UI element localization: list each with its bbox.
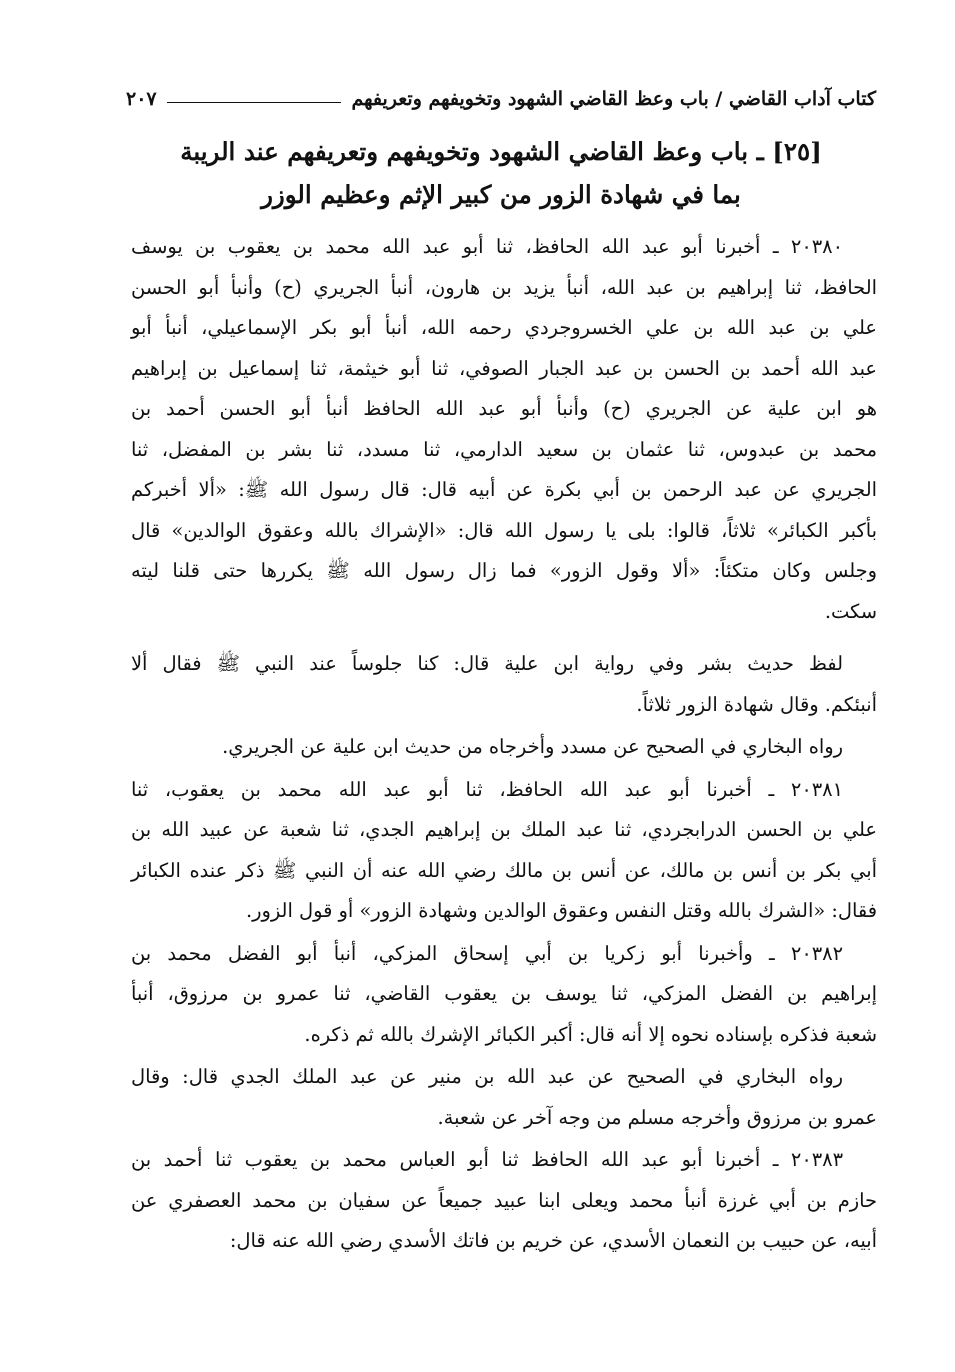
text-line: فقال: «الشرك بالله وقتل النفس وعقوق الوالدين وشهادة الزور» أو قول الزور. [245,899,877,922]
text-line: أنبئكم. وقال شهادة الزور ثلاثاً. [636,692,877,716]
text-line: هو ابن علية عن الجريري (ح) وأنبأ أبو عبد الله الحافظ أنبأ أبو الحسن أحمد بن [131,397,877,420]
text-line: إبراهيم بن الفضل المزكي، ثنا يوسف بن يعقوب القاضي، ثنا عمرو بن مرزوق، أنبأ [131,982,877,1005]
attribution-paragraph [131,1057,877,1138]
hadith-20380 [131,227,877,632]
text-line: رواه البخاري في الصحيح عن مسدد وأخرجاه من حديث ابن علية عن الجريري. [222,735,843,758]
chapter-title [126,130,876,216]
text-line: الحافظ، ثنا إبراهيم بن عبد الله، أنبأ يزيد بن هارون، أنبأ الجريري (ح) وأنبأ أبو الحسن [131,275,877,299]
hadith-20382 [131,934,877,1056]
chapter-title-line-2: بما في شهادة الزور من كبير الإثم وعظيم الوزر [261,180,741,209]
text-line: أبي بكر بن أنس بن مالك، عن أنس بن مالك رضي الله عنه أن النبي ﷺ ذكر عنده الكبائر [131,858,877,882]
running-header-rule [167,102,342,103]
text-line: رواه البخاري في الصحيح عن عبد الله بن منير عن عبد الملك الجدي قال: وقال [131,1065,843,1088]
attribution-paragraph [131,727,877,768]
text-line: علي بن الحسن الدرابجردي، ثنا عبد الملك بن إبراهيم الجدي، ثنا شعبة عن عبيد الله بن [131,818,877,841]
text-line: سكت. [824,599,877,623]
text-line: محمد بن عبدوس، ثنا عثمان بن سعيد الدارمي، ثنا مسدد، ثنا بشر بن المفضل، ثنا [131,437,877,461]
text-line: عبد الله أحمد بن الحسن بن عبد الجبار الصوفي، ثنا أبو خيثمة، ثنا إسماعيل بن إبراهيم [131,356,877,380]
text-line: وجلس وكان متكئاً: «ألا وقول الزور» فما زال رسول الله ﷺ يكررها حتى قلنا ليته [131,559,877,582]
text-line: شعبة فذكره بإسناده نحوه إلا أنه قال: أكبر الكبائر الإشرك بالله ثم ذكره. [304,1022,877,1046]
text-line: ٢٠٣٨٢ ـ وأخبرنا أبو زكريا بن أبي إسحاق المزكي، أنبأ أبو الفضل محمد بن [131,941,843,965]
hadith-20381 [131,770,877,932]
page-number: ٢٠٧ [126,88,157,110]
text-line: حازم بن أبي غرزة أنبأ محمد ويعلى ابنا عبيد جميعاً عن سفيان بن محمد العصفري عن [131,1188,877,1212]
hadith-20383 [131,1140,877,1262]
text-line: أبيه، عن حبيب بن النعمان الأسدي، عن خريم بن فاتك الأسدي رضي الله عنه قال: [229,1229,877,1252]
running-header [126,82,876,116]
page-body [131,227,877,1262]
text-line: الجريري عن عبد الرحمن بن أبي بكرة عن أبيه قال: قال رسول الله ﷺ: «ألا أخبركم [131,478,877,501]
commentary-paragraph [131,644,877,725]
text-line: علي بن عبد الله بن علي الخسروجردي رحمه الله، أنبأ أبو بكر الإسماعيلي، أنبأ أبو [131,316,877,339]
text-line: عمرو بن مرزوق وأخرجه مسلم من وجه آخر عن شعبة. [437,1105,877,1129]
text-line: ٢٠٣٨١ ـ أخبرنا أبو عبد الله الحافظ، ثنا أبو عبد الله محمد بن يعقوب، ثنا [131,777,843,801]
text-line: لفظ حديث بشر وفي رواية ابن علية قال: كنا جلوساً عند النبي ﷺ فقال ألا [131,652,843,675]
chapter-title-line-1: [٢٥] ـ باب وعظ القاضي الشهود وتخويفهم وتعريفهم عند الريبة [180,137,822,166]
text-line: بأكبر الكبائر» ثلاثاً، قالوا: بلى يا رسول الله قال: «الإشراك بالله وعقوق الوالدين» قال [131,518,877,542]
running-header-title: كتاب آداب القاضي / باب وعظ القاضي الشهود وتخويفهم وتعريفهم [351,88,876,110]
text-line: ٢٠٣٨٠ ـ أخبرنا أبو عبد الله الحافظ، ثنا أبو عبد الله محمد بن يعقوب بن يوسف [131,235,843,258]
text-line: ٢٠٣٨٣ ـ أخبرنا أبو عبد الله الحافظ ثنا أبو العباس محمد بن يعقوب ثنا أحمد بن [131,1148,843,1171]
